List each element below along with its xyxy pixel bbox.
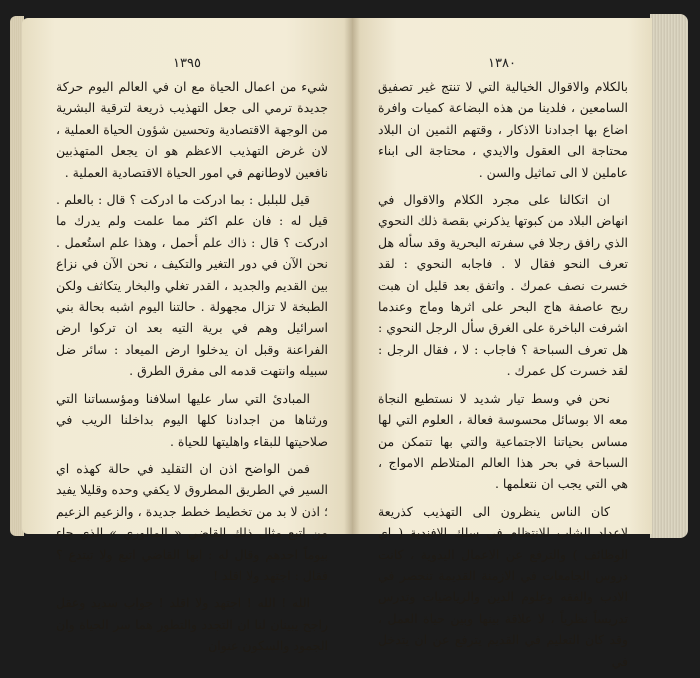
left-paragraph: المبادئ التي سار عليها اسلافنا ومؤسساتنا التي ورثناها من اجدادنا كلها اليوم بداخلنا الريب في صلاحيتها للبقاء واهليتها للحياة . — [56, 390, 328, 449]
left-page — [22, 18, 352, 654]
book-gutter — [344, 18, 360, 534]
right-paragraph: كان الناس ينظرون الى التهذيب كذريعة لاعداد الشاب للانتظام في سلك الافندية ( اي الوظائف ) والترفع عن الاعمال اليدوية ، كانت دروس الجامعات في الازمنة القديمة تنحصر في الادب والفقه وعلوم الدين والرياضيات وتدرس تدريساً نظرياً ، لا علاقة بينها وبين حياة العمل ، وقد كان التعليم في القديم يترفع عن ان يتدخل في — [378, 503, 628, 669]
right-paragraph: بالكلام والاقوال الخيالية التي لا تنتج غير تصفيق السامعين ، فلدينا من هذه البضاعة كميات وافرة اضاع بها اجدادنا الاذكار ، وقتهم الثمين ان البلاد محتاجة الى العقول والايدي ، محتاجة الى ابناء عاملين لا الى تماثيل والسن . — [378, 79, 628, 180]
left-paragraph: فمن الواضح اذن ان التقليد في حالة كهذه اي السير في الطريق المطروق لا يكفي وحده وقليلا يفيد ؛ اذن لا بد من تخطيط خطط جديدة ، والزعيم الزعيم من اتبع مثال ذلك القاضي « المالوري » الذي جاء بيوماً احدهم وقال له : ابها القاضي اتبع ولا تبتدع ؟ فقال : اجتهد ولا اقلد ! — [56, 460, 328, 583]
right-page-number: ١٣٨٠ — [488, 56, 516, 71]
left-page-number: ١٣٩٥ — [173, 56, 201, 71]
right-paragraph: نحن في وسط تيار شديد لا نستطيع النجاة معه الا بوسائل محسوسة فعالة ، العلوم التي لها مساس بحياتنا الاجتماعية والتي بها تتمكن من السباحة في بحر هذا العالم المتلاطم الامواج ، هي التي يجب ان نتعلمها . — [378, 390, 628, 492]
left-page-text — [56, 76, 328, 663]
left-paragraph: الله ! الله ! اجتهد ولا اقلد ! جواب سديد وعقل راجح يبينان لنا ان التجدد والتطور هما سر الحياة وان الجمود والسكون عنوان — [56, 595, 328, 654]
right-paragraph: ان اتكالنا على مجرد الكلام والاقوال في انهاض البلاد من كبوتها يذكرني بقصة ذلك النحوي الذي رافق رجلا في سفرته البحرية وقد سأله هل تعرف النحو فقال لا . فاجابه النحوي : لقد خسرت نصف عمرك . واتفق بعد قليل ان هبت ريح عاصفة هاج البحر على اثرها وماج وعندما اشرفت الباخرة على الغرق سأل الرجل النحوي : هل تعرف السباحة ؟ فاجاب : لا ، فقال الرجل : لقد خسرت كل عمرك . — [378, 192, 628, 379]
left-paragraph: قيل للبلبل : بما ادركت ما ادركت ؟ قال : بالعلم . قيل له : فان علم اكثر مما علمت ولم يدرك ما ادركت ؟ قال : ذاك علم أحمل ، وهذا علم استُعمل . نحن الآن في دور التغير والتكيف ، نحن الآن في نزاع بين القديم والجديد ، القدر تغلي والبخار يتكاثف ولكن الطبخة لا تزال مجهولة . حالتنا اليوم اشبه بحالة بني اسرائيل وهم في برية التيه بعد ان تركوا ارض الفراعنة وقبل ان يدخلوا ارض الميعاد : سائر ضل سبيله وانتهت قدمه الى مفرق الطرق . — [56, 192, 328, 379]
right-page — [352, 18, 652, 669]
left-paragraph: شيء من اعمال الحياة مع ان في العالم اليوم حركة جديدة ترمي الى جعل التهذيب ذريعة لترقية البشرية من الوجهة الاقتصادية وتحسين شؤون الحياة العملية ، لان غرض التهذيب الاعظم هو ان يجعل المتهذبين نافعين لاوطانهم في امور الحياة الاقتصادية العملية . — [56, 79, 328, 180]
right-page-text — [378, 76, 628, 678]
right-page-edges — [650, 14, 688, 538]
